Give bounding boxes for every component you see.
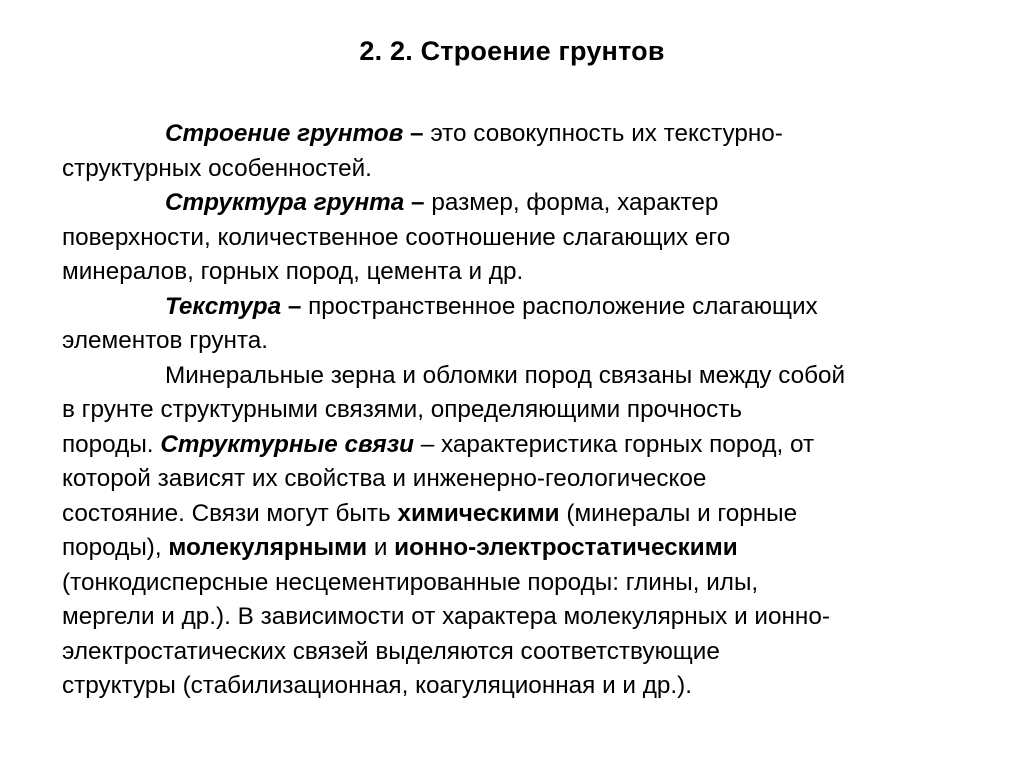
slide-body <box>62 117 972 704</box>
p4-line3-rest: – характеристика горных пород, от <box>413 430 815 458</box>
p4-line10: структуры (стабилизационная, коагуляционная и и др.). <box>62 672 692 699</box>
p2-line2: поверхности, количественное соотношение слагающих его <box>62 223 731 251</box>
p1-dash: – <box>403 120 431 147</box>
p4-line6 <box>62 531 972 566</box>
term-ionno-elektrostaticheskimi: ионно-электростатическими <box>394 534 738 561</box>
p4-line1: Минеральные зерна и обломки пород связаны между собой <box>165 361 846 389</box>
p4-line8: мергели и др.). В зависимости от характера молекулярных и ионно- <box>62 603 830 630</box>
p4-line7: (тонкодисперсные несцементированные породы: глины, илы, <box>62 568 759 596</box>
term-khimicheskimi: химическими <box>397 499 560 527</box>
p4-line4: которой зависят их свойства и инженерно-геологическое <box>62 465 707 492</box>
p3-line1 <box>62 290 972 325</box>
slide-title: 2. 2. Строение грунтов <box>359 36 665 66</box>
p3-text: пространственное расположение слагающих <box>308 292 818 320</box>
p4-line3 <box>62 428 972 463</box>
p2-text: размер, форма, характер <box>431 189 719 216</box>
term-strukturnye-svyazi: Структурные связи <box>160 430 414 458</box>
p3-dash: – <box>281 292 309 320</box>
p1-line2: структурных особенностей. <box>62 154 372 182</box>
p4-line9: электростатических связей выделяются соответствующие <box>62 637 720 665</box>
p4-line3-start: породы. <box>62 430 161 458</box>
p2-dash: – <box>404 189 432 216</box>
p4-line2: в грунте структурными связями, определяющими прочность <box>62 396 743 423</box>
p1-line1 <box>62 117 972 152</box>
term-molekulyarnymi: молекулярными <box>168 534 368 561</box>
p4-line5-start: состояние. Связи могут быть <box>62 499 398 527</box>
p4-line5 <box>62 497 972 532</box>
term-stroenie-gruntov: Строение грунтов <box>165 120 404 147</box>
p4-line6-and: и <box>367 534 395 561</box>
term-struktura-grunta: Структура грунта <box>165 189 405 216</box>
p1-text: это совокупность их текстурно- <box>430 120 783 147</box>
p3-line2: элементов грунта. <box>62 327 269 354</box>
p4-line5-rest: (минералы и горные <box>559 499 798 527</box>
term-tekstura: Текстура <box>165 292 282 320</box>
p2-line3: минералов, горных пород, цемента и др. <box>62 258 524 285</box>
p4-line6-start: породы), <box>62 534 169 561</box>
p2-line1 <box>62 186 972 221</box>
